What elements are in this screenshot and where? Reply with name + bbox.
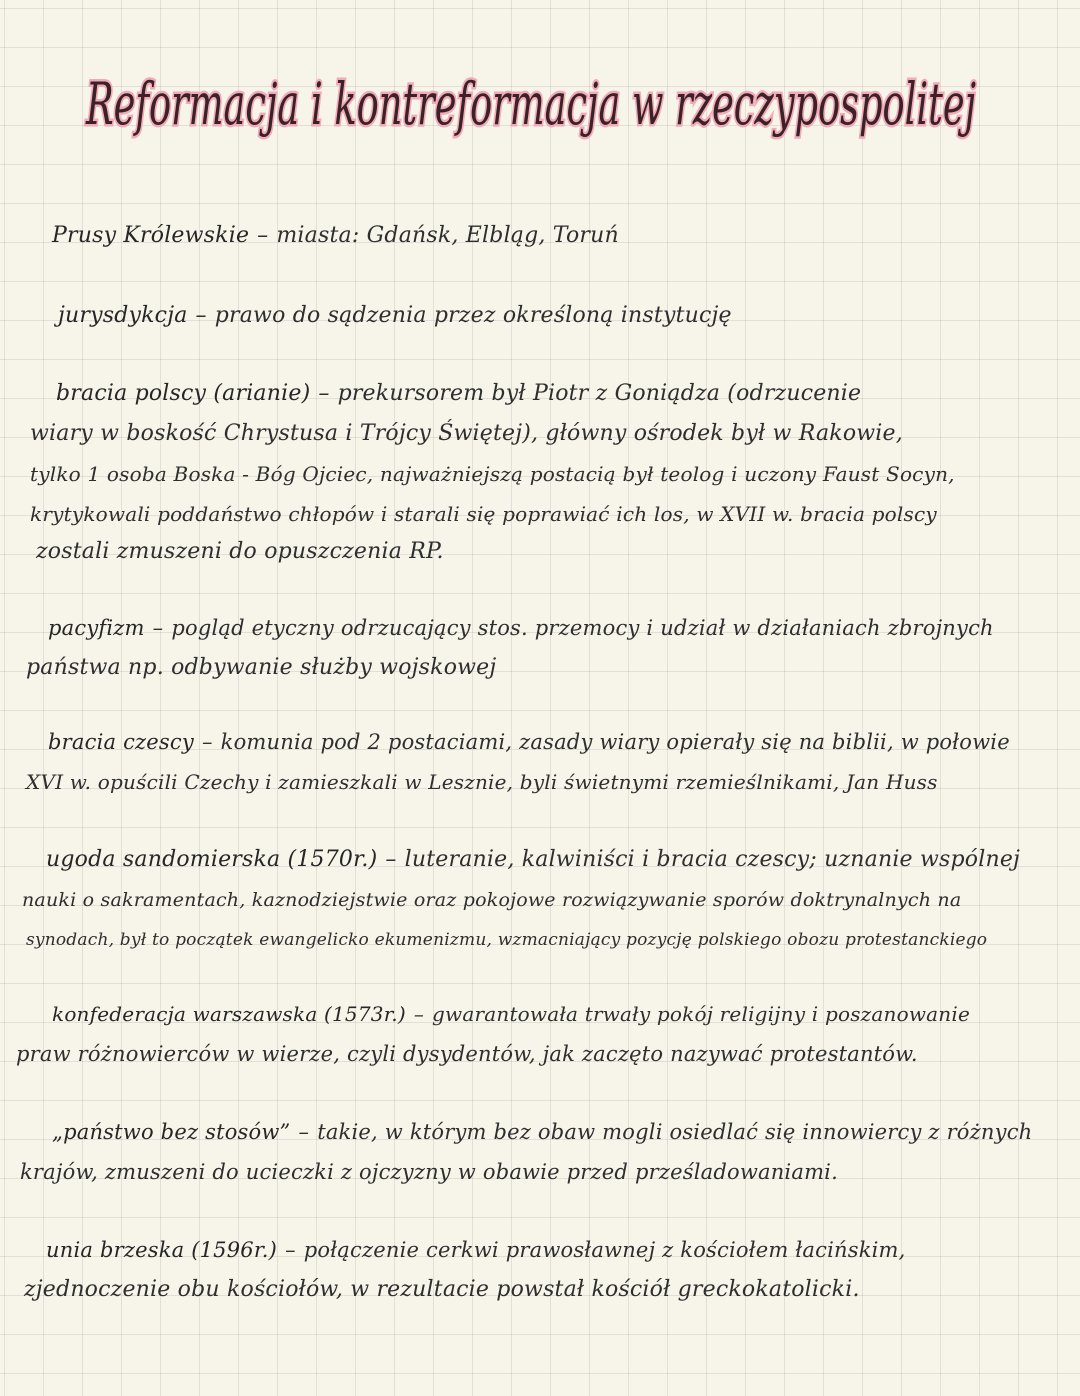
note-definition: prekursorem był Piotr z Goniądza (odrzucenie [337, 381, 862, 406]
note-line: krajów, zmuszeni do ucieczki z ojczyzny w obawie przed prześladowaniami. [20, 1160, 838, 1184]
dash-separator: – [413, 1002, 425, 1026]
note-definition: takie, w którym bez obaw mogli osiedlać się innowiercy z różnych [317, 1120, 1033, 1144]
note-definition: połączenie cerkwi prawosławnej z kościołem łacińskim, [303, 1238, 906, 1262]
note-line: XVI w. opuścili Czechy i zamieszkali w Lesznie, byli świetnymi rzemieślnikami, Jan Huss [26, 770, 938, 794]
note-line [48, 728, 1010, 756]
note-definition: prawo do sądzenia przez określoną instytucję [214, 303, 732, 328]
dash-separator: – [201, 730, 213, 754]
dash-separator: – [298, 1120, 310, 1144]
note-line [46, 1236, 906, 1264]
note-line [56, 380, 861, 408]
page-title [86, 22, 1046, 162]
dash-separator: – [318, 381, 330, 406]
note-line [48, 614, 994, 642]
note-line: nauki o sakramentach, kaznodziejstwie oraz pokojowe rozwiązywanie sporów doktrynalnych na [22, 889, 962, 911]
note-term: konfederacja warszawska (1573r.) [52, 1002, 406, 1026]
dash-separator: – [385, 847, 397, 872]
dash-separator: – [195, 303, 207, 328]
note-line [52, 1118, 1032, 1146]
note-term: „państwo bez stosów” [52, 1120, 291, 1144]
note-line: zjednoczenie obu kościołów, w rezultacie powstał kościół greckokatolicki. [24, 1277, 860, 1302]
page-title-text: Reformacja i kontreformacja w rzeczypospolitej [85, 70, 977, 138]
dash-separator: – [257, 223, 269, 248]
note-term: Prusy Królewskie [52, 223, 250, 248]
note-term: ugoda sandomierska (1570r.) [46, 847, 378, 872]
note-line [52, 222, 619, 250]
note-term: bracia czescy [48, 730, 194, 754]
note-definition: gwarantowała trwały pokój religijny i poszanowanie [432, 1002, 970, 1026]
dash-separator: – [152, 616, 164, 640]
note-line: państwa np. odbywanie służby wojskowej [26, 655, 497, 680]
note-line: krytykowali poddaństwo chłopów i starali się poprawiać ich los, w XVII w. bracia polscy [30, 502, 937, 526]
note-line [58, 302, 732, 330]
note-line [46, 846, 1020, 874]
note-definition: komunia pod 2 postaciami, zasady wiary opierały się na biblii, w połowie [220, 730, 1010, 754]
note-term: jurysdykcja [58, 303, 188, 328]
note-definition: miasta: Gdańsk, Elbląg, Toruń [276, 223, 619, 248]
note-line [52, 1000, 970, 1028]
note-line: tylko 1 osoba Boska - Bóg Ojciec, najważniejszą postacią był teolog i uczony Faust Socyn, [30, 462, 955, 486]
note-line: wiary w boskość Chrystusa i Trójcy Świętej), główny ośrodek był w Rakowie, [30, 421, 903, 446]
page-title-svg [86, 22, 1046, 162]
note-definition: pogląd etyczny odrzucający stos. przemocy i udział w działaniach zbrojnych [171, 616, 994, 640]
note-term: bracia polscy (arianie) [56, 381, 311, 406]
dash-separator: – [285, 1238, 296, 1262]
note-line: zostali zmuszeni do opuszczenia RP. [36, 539, 444, 564]
note-term: pacyfizm [48, 616, 145, 640]
note-line: synodach, był to początek ewangelicko ekumenizmu, wzmacniający pozycję polskiego obozu protestanckiego [26, 930, 988, 950]
note-line: praw różnowierców w wierze, czyli dysydentów, jak zaczęto nazywać protestantów. [16, 1042, 918, 1066]
note-term: unia brzeska (1596r.) [46, 1238, 278, 1262]
note-definition: luteranie, kalwiniści i bracia czescy; uznanie wspólnej [404, 847, 1021, 872]
